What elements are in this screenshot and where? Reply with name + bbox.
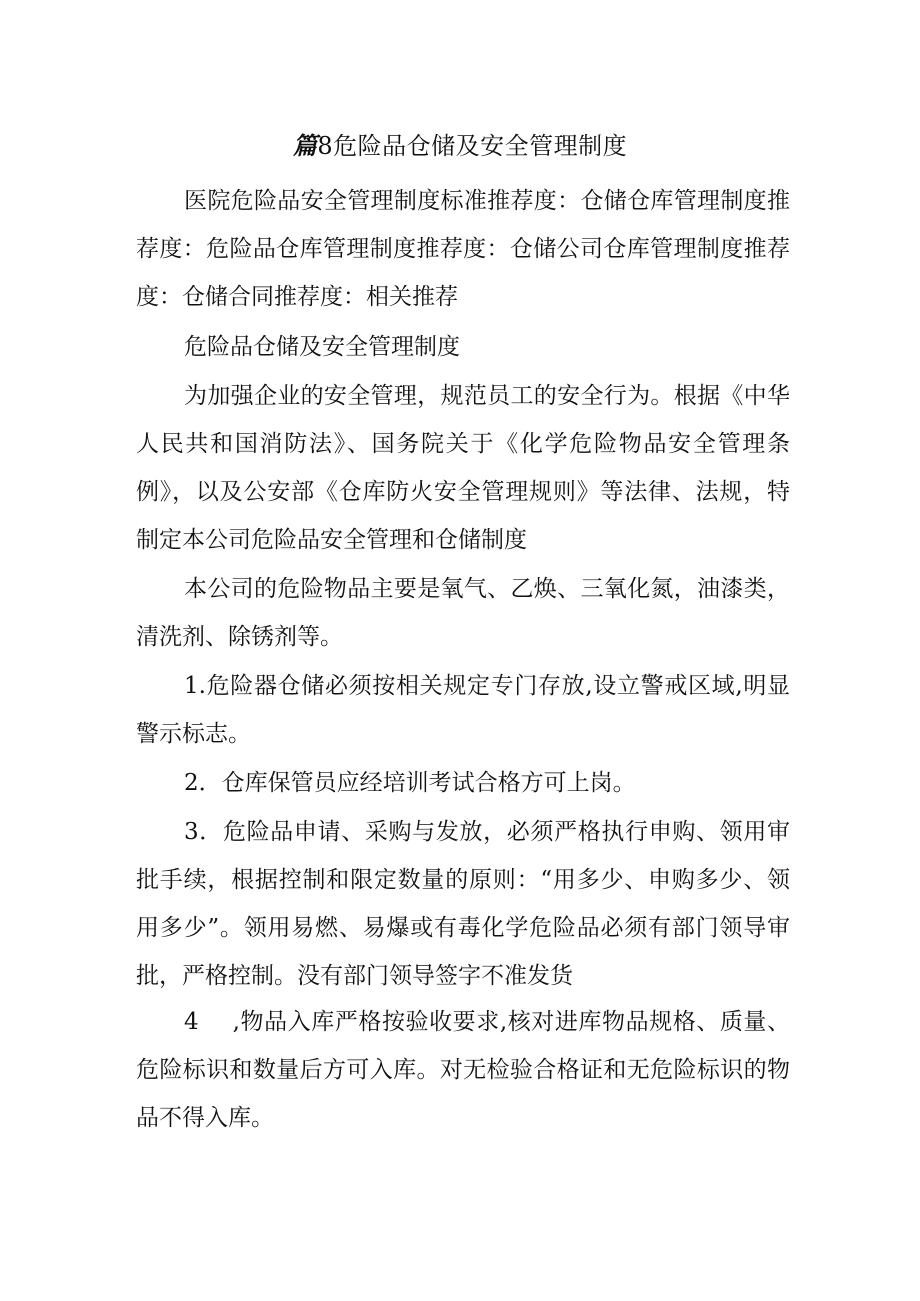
rule-1-paragraph: 1.危险器仓储必须按相关规定专门存放,设立警戒区域,明显警示标志。 — [136, 673, 790, 747]
title-text: 8危险品仓储及安全管理制度 — [317, 132, 628, 160]
rule-4-paragraph — [136, 998, 790, 1142]
rule-3-paragraph: 3．危险品申请、采购与发放，必须严格执行申购、领用审批手续，根据控制和限定数量的原则：“用多少、申购多少、领用多少”。领用易燃、易爆或有毒化学危险品必须有部门领导审批，严格控制。没有部门领导签字不准发货 — [136, 819, 790, 989]
recommendation-paragraph: 医院危险品安全管理制度标准推荐度：仓储仓库管理制度推荐度：危险品仓库管理制度推荐度：仓储公司仓库管理制度推荐度：仓储合同推荐度：相关推荐 — [136, 188, 790, 310]
materials-paragraph: 本公司的危险物品主要是氧气、乙焕、三氧化氮，油漆类，清洗剂、除锈剂等。 — [136, 576, 790, 650]
rule-2-paragraph: 2．仓库保管员应经培训考试合格方可上岗。 — [184, 770, 636, 796]
document-title — [0, 126, 920, 166]
section-heading: 危险品仓储及安全管理制度 — [184, 334, 460, 360]
rule-4-text: ,物品入库严格按验收要求,核对进库物品规格、质量、危险标识和数量后方可入库。对无检验合格证和无危险标识的物品不得入库。 — [136, 1009, 790, 1131]
title-prefix: 篇 — [292, 131, 318, 160]
intro-paragraph: 为加强企业的安全管理，规范员工的安全行为。根据《中华人民共和国消防法》、国务院关于《化学危险物品安全管理条例》，以及公安部《仓库防火安全管理规则》等法律、法规，特制定本公司危险品安全管理和仓储制度 — [136, 383, 790, 553]
rule-4-number: 4 — [184, 1009, 199, 1035]
